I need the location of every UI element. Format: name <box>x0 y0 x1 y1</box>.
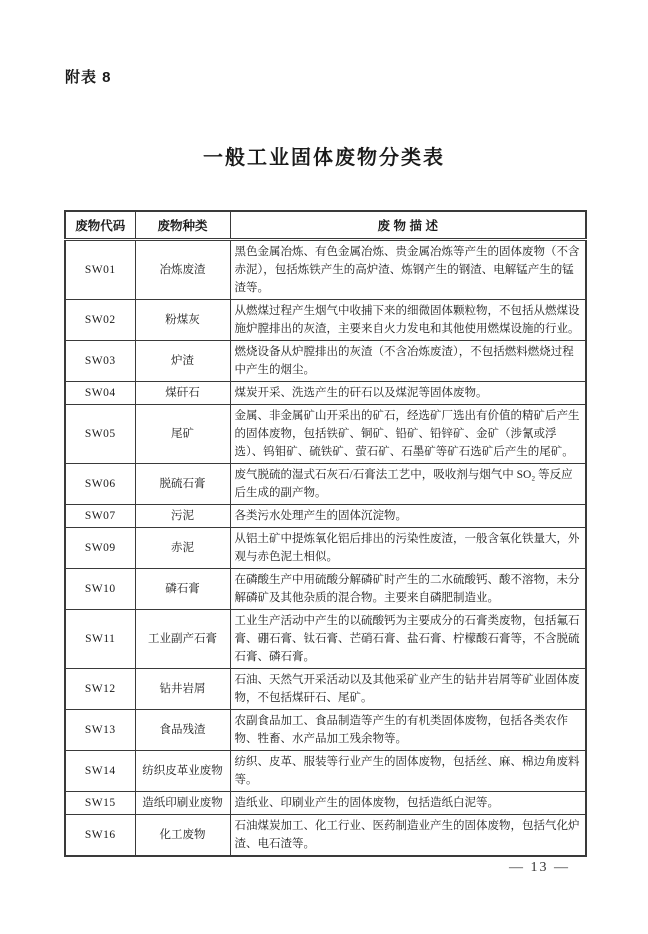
table-row <box>65 504 586 527</box>
cell-waste-description: 石油、天然气开采活动以及其他采矿业产生的钻井岩屑等矿业固体废物，不包括煤矸石、尾矿。 <box>230 668 586 709</box>
header-waste-type: 废物种类 <box>135 211 230 239</box>
cell-waste-code: SW10 <box>65 568 135 609</box>
header-waste-code: 废物代码 <box>65 211 135 239</box>
cell-waste-description: 从燃煤过程产生烟气中收捕下来的细微固体颗粒物，不包括从燃煤设施炉膛排出的灰渣，主要来自火力发电和其他使用燃煤设施的行业。 <box>230 299 586 340</box>
cell-waste-type: 钻井岩屑 <box>135 668 230 709</box>
cell-waste-description: 造纸业、印刷业产生的固体废物，包括造纸白泥等。 <box>230 791 586 814</box>
table-row <box>65 668 586 709</box>
cell-waste-code: SW14 <box>65 750 135 791</box>
table-row <box>65 463 586 504</box>
page-title: 一般工业固体废物分类表 <box>203 147 445 169</box>
cell-waste-code: SW13 <box>65 709 135 750</box>
table-row <box>65 814 586 856</box>
cell-waste-code: SW07 <box>65 504 135 527</box>
cell-waste-code: SW12 <box>65 668 135 709</box>
table-row <box>65 568 586 609</box>
cell-waste-code: SW04 <box>65 381 135 404</box>
table-row <box>65 527 586 568</box>
cell-waste-type: 食品残渣 <box>135 709 230 750</box>
table-row <box>65 709 586 750</box>
cell-waste-description: 燃烧设备从炉膛排出的灰渣（不含冶炼废渣），不包括燃料燃烧过程中产生的烟尘。 <box>230 340 586 381</box>
cell-waste-code: SW05 <box>65 404 135 463</box>
cell-waste-code: SW09 <box>65 527 135 568</box>
cell-waste-description: 各类污水处理产生的固体沉淀物。 <box>230 504 586 527</box>
table-row <box>65 340 586 381</box>
header-waste-description: 废 物 描 述 <box>230 211 586 239</box>
page-number: — 13 — <box>509 860 570 875</box>
cell-waste-description: 煤炭开采、洗选产生的矸石以及煤泥等固体废物。 <box>230 381 586 404</box>
cell-waste-type: 造纸印刷业废物 <box>135 791 230 814</box>
cell-waste-code: SW02 <box>65 299 135 340</box>
cell-waste-code: SW01 <box>65 239 135 299</box>
waste-classification-table <box>64 210 587 857</box>
cell-waste-description: 农副食品加工、食品制造等产生的有机类固体废物，包括各类农作物、牲畜、水产品加工残余物等。 <box>230 709 586 750</box>
table-row <box>65 381 586 404</box>
cell-waste-type: 脱硫石膏 <box>135 463 230 504</box>
table-row <box>65 404 586 463</box>
cell-waste-code: SW15 <box>65 791 135 814</box>
cell-waste-type: 粉煤灰 <box>135 299 230 340</box>
cell-waste-description: 黑色金属冶炼、有色金属冶炼、贵金属冶炼等产生的固体废物（不含赤泥），包括炼铁产生的高炉渣、炼钢产生的钢渣、电解锰产生的锰渣等。 <box>230 239 586 299</box>
cell-waste-type: 纺织皮革业废物 <box>135 750 230 791</box>
cell-waste-description: 废气脱硫的湿式石灰石/石膏法工艺中，吸收剂与烟气中 SO₂ 等反应后生成的副产物。 <box>230 463 586 504</box>
cell-waste-description: 在磷酸生产中用硫酸分解磷矿时产生的二水硫酸钙、酸不溶物，未分解磷矿及其他杂质的混合物。主要来自磷肥制造业。 <box>230 568 586 609</box>
cell-waste-description: 从铝土矿中提炼氧化铝后排出的污染性废渣，一般含氧化铁量大，外观与赤色泥土相似。 <box>230 527 586 568</box>
cell-waste-type: 赤泥 <box>135 527 230 568</box>
cell-waste-description: 纺织、皮革、服装等行业产生的固体废物，包括丝、麻、棉边角废料等。 <box>230 750 586 791</box>
cell-waste-type: 污泥 <box>135 504 230 527</box>
table-row <box>65 750 586 791</box>
cell-waste-type: 工业副产石膏 <box>135 609 230 668</box>
table-row <box>65 239 586 299</box>
cell-waste-type: 磷石膏 <box>135 568 230 609</box>
cell-waste-type: 尾矿 <box>135 404 230 463</box>
cell-waste-type: 煤矸石 <box>135 381 230 404</box>
table-body <box>65 239 586 856</box>
table-row <box>65 299 586 340</box>
table-row <box>65 791 586 814</box>
cell-waste-type: 炉渣 <box>135 340 230 381</box>
cell-waste-description: 金属、非金属矿山开采出的矿石，经选矿厂选出有价值的精矿后产生的固体废物，包括铁矿、铜矿、铅矿、铅锌矿、金矿（涉氰或浮选）、钨钼矿、硫铁矿、萤石矿、石墨矿等矿石选矿后产生的尾矿。 <box>230 404 586 463</box>
table-row <box>65 609 586 668</box>
cell-waste-code: SW16 <box>65 814 135 856</box>
cell-waste-description: 工业生产活动中产生的以硫酸钙为主要成分的石膏类废物，包括氟石膏、硼石膏、钛石膏、芒硝石膏、盐石膏、柠檬酸石膏等，不含脱硫石膏、磷石膏。 <box>230 609 586 668</box>
cell-waste-code: SW06 <box>65 463 135 504</box>
cell-waste-type: 冶炼废渣 <box>135 239 230 299</box>
cell-waste-code: SW03 <box>65 340 135 381</box>
cell-waste-description: 石油煤炭加工、化工行业、医药制造业产生的固体废物，包括气化炉渣、电石渣等。 <box>230 814 586 856</box>
annex-label: 附表 8 <box>65 69 112 86</box>
cell-waste-type: 化工废物 <box>135 814 230 856</box>
table-header-row <box>65 211 586 239</box>
cell-waste-code: SW11 <box>65 609 135 668</box>
